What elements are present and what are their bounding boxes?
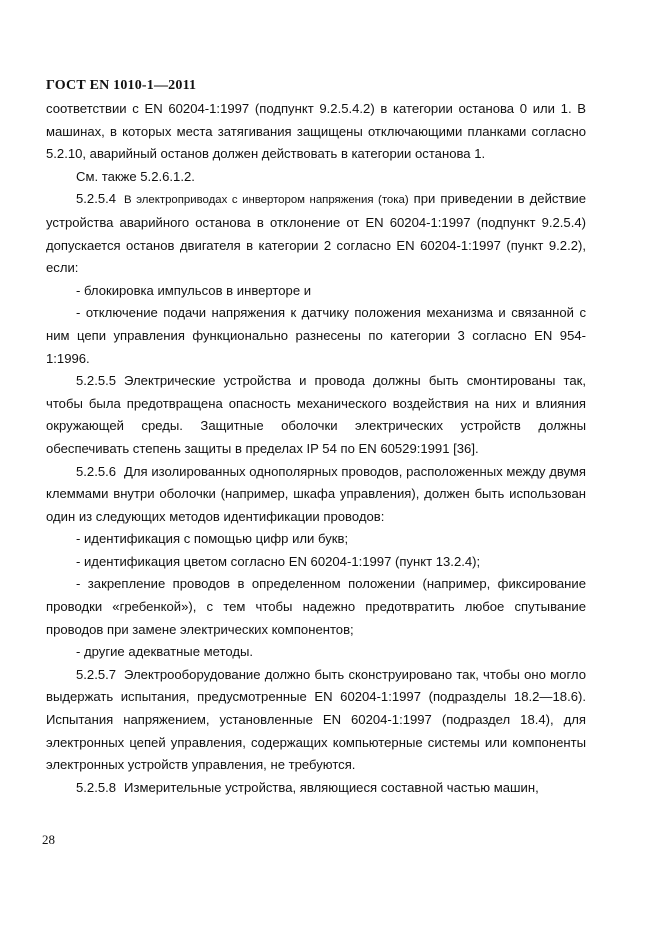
list-item: - блокировка импульсов в инверторе и [76, 282, 312, 298]
list-item: - закрепление проводов в определенном положении (например, фиксирование проводки «гребенкой»), с тем чтобы надежно предотвратить любое спутывание проводов при замене электрических компонентов; [46, 576, 586, 637]
clause-5-2-5-5: 5.2.5.5 Электрические устройства и провода должны быть смонтированы так, чтобы была предотвращена опасность механического воздействия на них и влияния окружающей среды. Защитные оболочки электрических устройств должны обеспечивать степень защиты в пределах IP 54 по EN 60529:1991 [36]. [46, 373, 586, 456]
clause-number: 5.2.5.6 [76, 463, 117, 479]
paragraph: соответствии c EN 60204-1:1997 (подпункт 9.2.5.4.2) в категории останова 0 или 1. В машинах, в которых места затягивания защищены отключающими планками согласно 5.2.10, аварийный останов должен действовать в категории останова 1. [46, 101, 586, 162]
list-item: - отключение подачи напряжения к датчику положения механизма и связанной с ним цепи управления функционально разнесены по категории 3 согласно EN 954-1:1996. [46, 305, 586, 366]
list-item: - идентификация цветом согласно EN 60204-1:1997 (пункт 13.2.4); [76, 553, 481, 569]
clause-5-2-5-7: 5.2.5.7 Электрооборудование должно быть сконструировано так, чтобы оно могло выдержать испытания, предусмотренные EN 60204-1:1997 (подразделы 18.2—18.6). Испытания напряжением, установленные EN 60204-1:1997 (подраздел 18.4), для электронных цепей управления, содержащих компьютерные системы или компоненты электронных устройств управления, не требуются. [46, 666, 586, 773]
clause-number: 5.2.5.7 [76, 666, 117, 682]
clause-lead: В электроприводах с инвертором напряжения (тока) [124, 194, 409, 207]
clause-number: 5.2.5.5 [76, 373, 117, 389]
clause-5-2-5-8: 5.2.5.8 Измерительные устройства, являющиеся составной частью машин, [76, 779, 539, 795]
document-header: ГОСТ EN 1010-1—2011 [46, 78, 197, 93]
clause-number: 5.2.5.8 [76, 779, 117, 795]
list-item: - идентификация с помощью цифр или букв; [76, 531, 349, 547]
page-number: 28 [42, 832, 55, 847]
document-body [46, 98, 586, 799]
clause-5-2-5-6: 5.2.5.6 Для изолированных однополярных проводов, расположенных между двумя клеммами внутри оболочки (например, шкафа управления), должен быть использован один из следующих методов идентификации проводов: [46, 463, 586, 524]
list-item: - другие адекватные методы. [76, 644, 254, 660]
paragraph: Cм. также 5.2.6.1.2. [76, 168, 195, 184]
clause-number: 5.2.5.4 [76, 191, 117, 207]
clause-5-2-5-4: 5.2.5.4 В электроприводах с инвертором напряжения (тока) при приведении в действие устройства аварийного останова в отклонение от EN 60204-1:1997 (подпункт 9.2.5.4) допускается останов двигателя в категории 2 согласно EN 60204-1:1997 (пункт 9.2.2), если: [46, 191, 586, 276]
